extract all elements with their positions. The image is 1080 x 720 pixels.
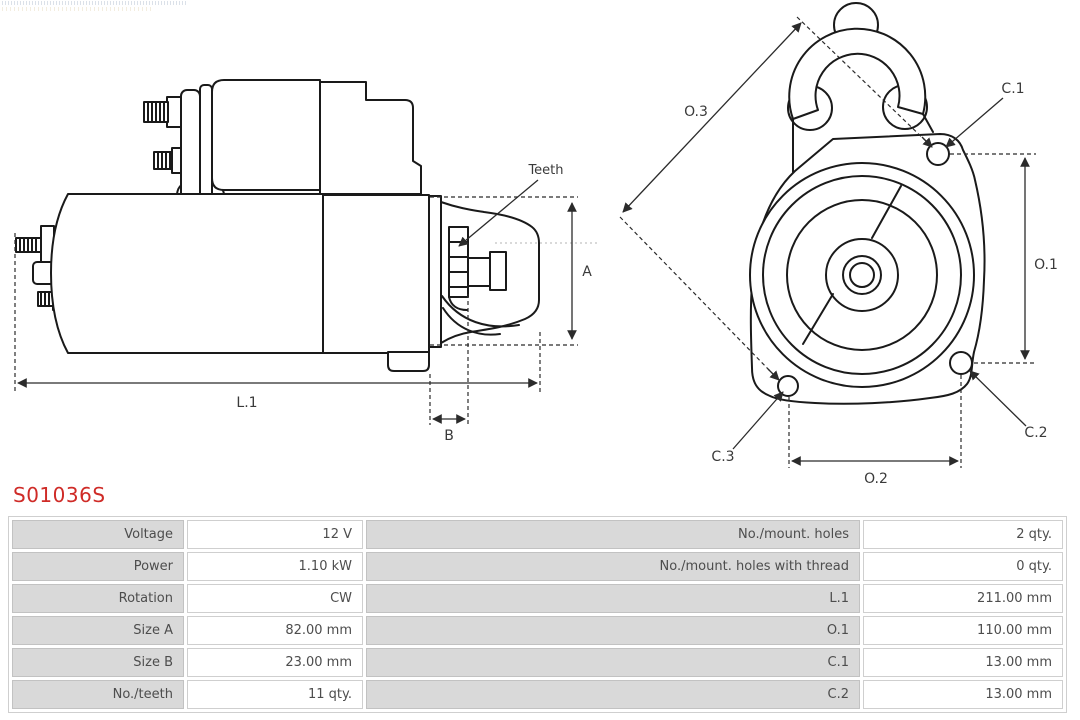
- motor-front-circles: [750, 163, 974, 387]
- table-row: [12, 520, 1063, 549]
- dim-o3-label: O.3: [684, 104, 708, 120]
- spec-value: CW: [187, 584, 363, 613]
- spec-value: 0 qty.: [863, 552, 1063, 581]
- spec-value: 211.00 mm: [863, 584, 1063, 613]
- c1-label: C.1: [1001, 81, 1025, 97]
- c3-label: C.3: [711, 449, 735, 465]
- solenoid: [144, 80, 421, 205]
- drive-frame: [323, 195, 429, 353]
- spec-label: No./mount. holes: [366, 520, 860, 549]
- spec-value: 23.00 mm: [187, 648, 363, 677]
- spec-value: 110.00 mm: [863, 616, 1063, 645]
- side-view-figure: [15, 80, 600, 444]
- table-row: [12, 648, 1063, 677]
- spec-value: 12 V: [187, 520, 363, 549]
- spec-label: C.1: [366, 648, 860, 677]
- spec-value: 1.10 kW: [187, 552, 363, 581]
- callout-c1: [946, 81, 1025, 147]
- spec-label: L.1: [366, 584, 860, 613]
- spec-value: 82.00 mm: [187, 616, 363, 645]
- dim-a-label: A: [582, 264, 592, 280]
- hole-c2: [950, 352, 972, 374]
- dim-o2-label: O.2: [864, 471, 888, 487]
- table-row: [12, 552, 1063, 581]
- dim-b-label: B: [444, 428, 454, 444]
- hole-c3: [778, 376, 798, 396]
- part-number: S01036S: [13, 483, 106, 507]
- mounting-foot: [388, 352, 429, 371]
- dim-o1-label: O.1: [1034, 257, 1058, 273]
- bearing-plate: [429, 196, 441, 347]
- spec-value: 13.00 mm: [863, 648, 1063, 677]
- spec-table: [8, 516, 1067, 713]
- callout-c2: [970, 371, 1048, 441]
- teeth-label: Teeth: [528, 163, 564, 178]
- spec-label: Voltage: [12, 520, 184, 549]
- spec-label: No./mount. holes with thread: [366, 552, 860, 581]
- spec-label: Size B: [12, 648, 184, 677]
- spec-label: Rotation: [12, 584, 184, 613]
- spec-value: 13.00 mm: [863, 680, 1063, 709]
- spec-label: No./teeth: [12, 680, 184, 709]
- hole-c1: [927, 143, 949, 165]
- spec-value: 2 qty.: [863, 520, 1063, 549]
- table-row: [12, 616, 1063, 645]
- motor-body: [51, 194, 323, 353]
- front-view-figure: [620, 3, 1058, 487]
- table-row: [12, 680, 1063, 709]
- spec-label: O.1: [366, 616, 860, 645]
- c2-label: C.2: [1024, 425, 1048, 441]
- dim-l1-label: L.1: [236, 395, 258, 411]
- spec-label: Size A: [12, 616, 184, 645]
- callout-c3: [711, 392, 783, 465]
- spec-label: C.2: [366, 680, 860, 709]
- spec-label: Power: [12, 552, 184, 581]
- spec-value: 11 qty.: [187, 680, 363, 709]
- table-row: [12, 584, 1063, 613]
